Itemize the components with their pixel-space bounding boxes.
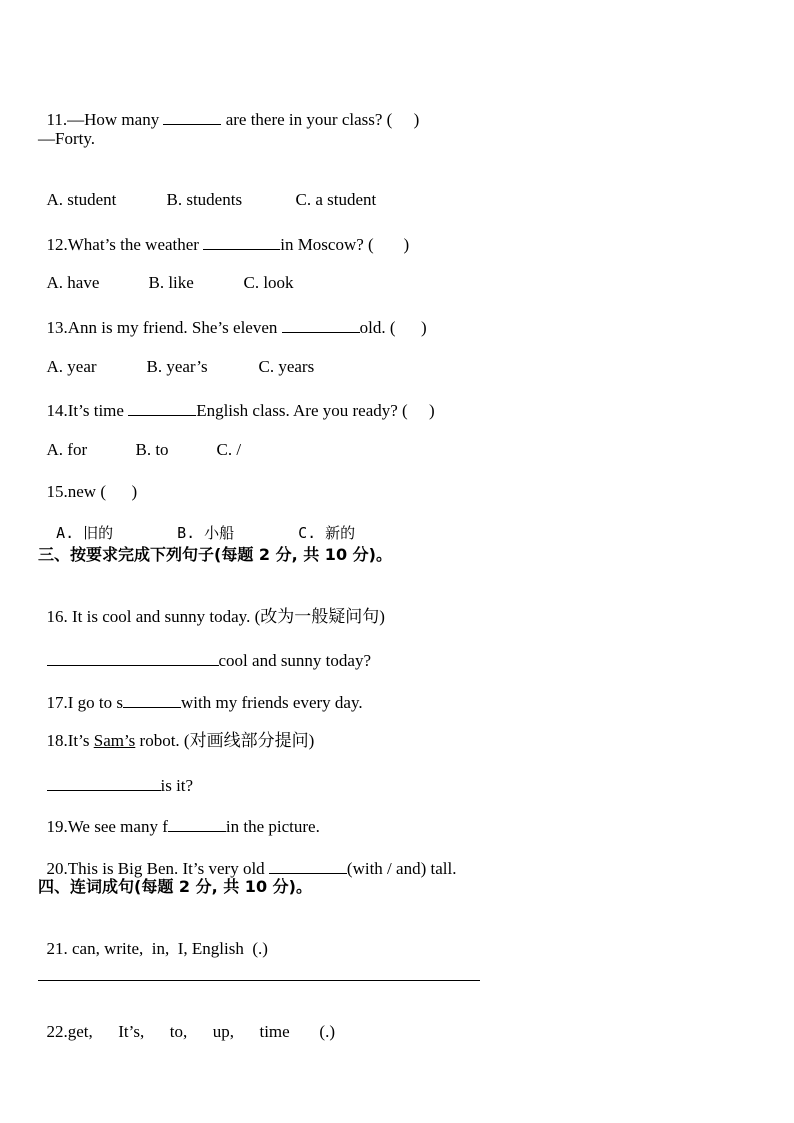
question-number: 16. (46, 607, 68, 626)
question-11-answer: —Forty. (38, 129, 95, 148)
question-18-answer (38, 753, 193, 796)
question-17 (38, 670, 363, 713)
question-text: It is cool and sunny today. (改为一般疑问句) (67, 607, 385, 626)
question-number: 19. (46, 817, 68, 836)
question-text: new ( ) (67, 482, 138, 501)
question-text: with my friends every day. (181, 693, 363, 712)
question-12-options (38, 253, 294, 293)
question-text: old. ( ) (359, 318, 427, 337)
option-a: A. for (46, 440, 88, 459)
option-b: B. year’s (146, 357, 208, 376)
question-22 (38, 1002, 335, 1042)
section-heading-3: 三、按要求完成下列句子(每题 2 分, 共 10 分)。 (38, 545, 392, 564)
answer-blank[interactable] (269, 856, 347, 874)
question-21 (38, 919, 268, 959)
answer-blank[interactable] (128, 398, 196, 416)
question-text: in Moscow? ( ) (280, 235, 410, 254)
question-16 (38, 587, 385, 627)
question-14-options (38, 420, 241, 460)
question-number: 18. (46, 731, 68, 750)
question-text: (with / and) tall. (346, 859, 457, 878)
question-number: 13. (46, 318, 68, 337)
option-c: C. look (243, 273, 294, 292)
answer-blank[interactable] (47, 648, 219, 666)
option-c: C. / (216, 440, 242, 459)
option-c: C. 新的 (298, 524, 356, 542)
section-heading-4: 四、连词成句(每题 2 分, 共 10 分)。 (38, 877, 312, 896)
question-number: 14. (46, 401, 68, 420)
question-number: 22. (46, 1022, 68, 1041)
question-text: in the picture. (225, 817, 320, 836)
question-number: 21. (46, 939, 68, 958)
answer-blank[interactable] (47, 773, 161, 791)
question-text: can, write, in, I, English (.) (67, 939, 268, 958)
question-text: It’s (67, 731, 94, 750)
underlined-word: Sam’s (93, 731, 136, 750)
answer-blank[interactable] (123, 690, 181, 708)
question-19 (38, 794, 320, 837)
answer-text: cool and sunny today? (218, 651, 371, 670)
question-text: robot. (对画线部分提问) (135, 731, 315, 750)
question-text: It’s time (67, 401, 129, 420)
question-15-options (38, 503, 355, 543)
question-13-options (38, 337, 314, 377)
option-a: A. year (46, 357, 97, 376)
question-number: 15. (46, 482, 68, 501)
question-15 (38, 462, 137, 502)
question-14 (38, 378, 435, 421)
option-a: A. 旧的 (56, 524, 114, 542)
question-20 (38, 836, 456, 879)
question-number: 20. (46, 859, 68, 878)
question-text: Ann is my friend. She’s eleven (67, 318, 282, 337)
question-text: What’s the weather (67, 235, 204, 254)
question-number: 11. (46, 110, 68, 129)
question-18 (38, 711, 314, 751)
question-16-answer (38, 628, 371, 671)
question-12 (38, 212, 409, 255)
option-b: B. to (135, 440, 169, 459)
answer-text: is it? (160, 776, 194, 795)
question-text: get, It’s, to, up, time (.) (67, 1022, 336, 1041)
question-text: This is Big Ben. It’s very old (67, 859, 269, 878)
question-text: are there in your class? ( ) (221, 110, 420, 129)
option-b: B. 小船 (177, 524, 235, 542)
question-text: I go to s (67, 693, 123, 712)
option-b: B. students (166, 190, 243, 209)
answer-blank[interactable] (163, 107, 221, 125)
answer-blank[interactable] (203, 232, 280, 250)
answer-line[interactable] (38, 980, 480, 981)
question-text: —How many (67, 110, 164, 129)
option-c: C. years (258, 357, 315, 376)
option-a: A. have (46, 273, 100, 292)
question-number: 12. (46, 235, 68, 254)
answer-blank[interactable] (282, 315, 360, 333)
question-11 (38, 87, 419, 130)
option-c: C. a student (295, 190, 377, 209)
answer-blank[interactable] (168, 814, 226, 832)
option-b: B. like (148, 273, 194, 292)
question-number: 17. (46, 693, 68, 712)
option-a: A. student (46, 190, 117, 209)
question-13 (38, 295, 427, 338)
question-text: English class. Are you ready? ( ) (196, 401, 435, 420)
question-11-options (38, 170, 376, 210)
question-text: We see many f (67, 817, 168, 836)
